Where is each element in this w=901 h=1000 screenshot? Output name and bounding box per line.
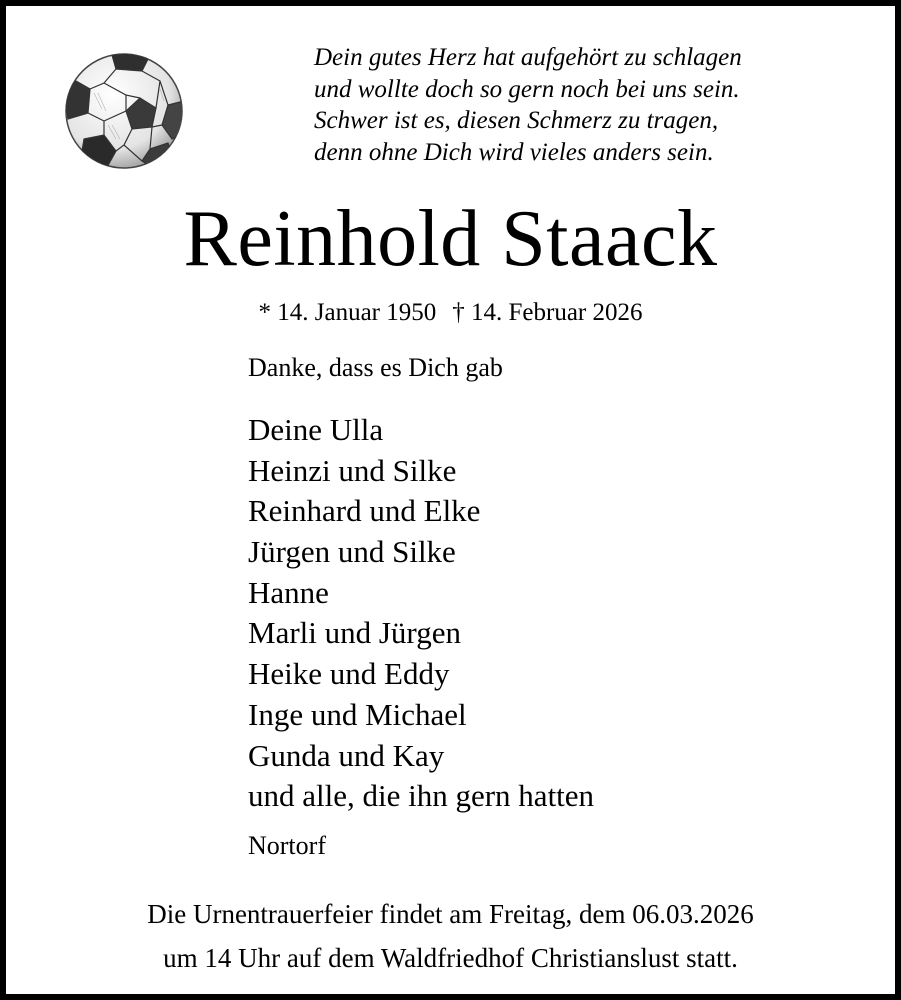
poem-line: und wollte doch so gern noch bei uns sein.: [314, 75, 740, 103]
birth-date: * 14. Januar 1950: [258, 299, 437, 326]
life-dates: [6, 296, 895, 330]
mourner-item: Hanne: [248, 574, 329, 610]
mourners-list: [248, 410, 594, 817]
mourner-item: Heike und Eddy: [248, 656, 450, 692]
soccer-ball-icon: [64, 53, 184, 169]
mourner-item: Deine Ulla: [248, 412, 384, 447]
mourner-item: Gunda und Kay: [248, 737, 445, 773]
notice-line: um 14 Uhr auf dem Waldfriedhof Christianslust statt.: [163, 943, 738, 973]
poem-line: Dein gutes Herz hat aufgehört zu schlagen: [314, 44, 742, 71]
mourner-item: und alle, die ihn gern hatten: [248, 778, 595, 814]
mourner-item: Inge und Michael: [248, 696, 467, 732]
death-date: † 14. Februar 2026: [452, 299, 643, 326]
place-name: Nortorf: [248, 831, 326, 860]
poem-line: Schwer ist es, diesen Schmerz zu tragen,: [314, 107, 719, 134]
funeral-notice: [6, 892, 895, 980]
notice-line: Die Urnentrauerfeier findet am Freitag, dem 06.03.2026: [147, 899, 754, 929]
mourner-item: Heinzi und Silke: [248, 452, 457, 488]
mourner-item: Jürgen und Silke: [248, 534, 456, 570]
mourner-item: Reinhard und Elke: [248, 493, 481, 529]
deceased-name: Reinhold Staack: [183, 195, 718, 283]
memorial-poem: [314, 42, 742, 168]
poem-line: denn ohne Dich wird vieles anders sein.: [314, 138, 714, 166]
thanks-line: Danke, dass es Dich gab: [248, 353, 503, 382]
mourner-item: Marli und Jürgen: [248, 615, 461, 651]
